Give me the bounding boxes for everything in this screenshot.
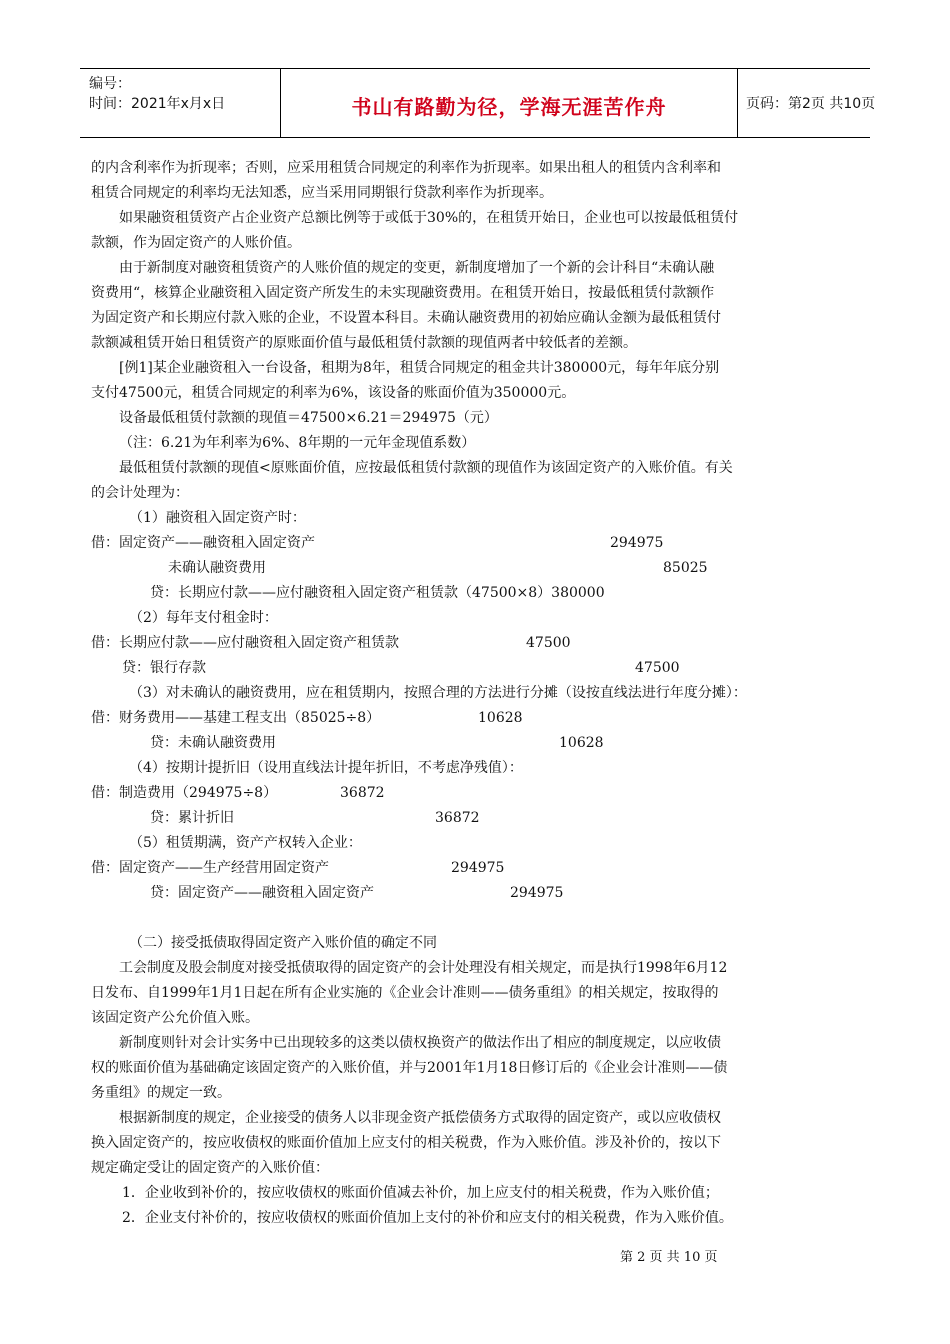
paragraph-line: 如果融资租赁资产占企业资产总额比例等于或低于30%的，在租赁开始日，企业也可以按最低租赁付: [119, 210, 739, 226]
paragraph-line: 的会计处理为：: [91, 485, 189, 501]
example-line: 支付47500元，租赁合同规定的利率为6%，该设备的账面价值为350000元。: [91, 385, 576, 401]
entry-amount: 294975: [451, 860, 505, 876]
entry-account: 借：固定资产——生产经营用固定资产: [91, 860, 329, 876]
paragraph-line: 权的账面价值为基础确定该固定资产的入账价值，并与2001年1月18日修订后的《企业会计准则——债: [91, 1060, 728, 1076]
header-motto: 书山有路勤为径，学海无涯苦作舟: [351, 95, 667, 119]
paragraph-line: 换入固定资产的，按应收债权的账面价值加上应支付的相关税费，作为入账价值。涉及补价的，按以下: [91, 1135, 721, 1151]
paragraph-line: 的内含利率作为折现率；否则，应采用租赁合同规定的利率作为折现率。如果出租人的租赁内含利率和: [91, 160, 721, 176]
paragraph-line: 资费用“，核算企业融资租入固定资产所发生的未实现融资费用。在租赁开始日，按最低租赁付款额作: [91, 285, 715, 301]
paragraph-line: 由于新制度对融资租赁资产的人账价值的规定的变更，新制度增加了一个新的会计科目“未确认融: [119, 260, 715, 276]
journal-entry-debit: [91, 631, 871, 656]
entry-amount: 10628: [478, 710, 523, 726]
paragraph-line: 新制度则针对会计实务中已出现较多的这类以债权换资产的做法作出了相应的制度规定，以应收债: [119, 1035, 721, 1051]
paragraph-line: 最低租赁付款额的现值<原账面价值，应按最低租赁付款额的现值作为该固定资产的入账价值。有关: [119, 460, 733, 476]
journal-entry-credit: [150, 881, 850, 906]
note-line: （注：6.21为年利率为6%、8年期的一元年金现值系数）: [119, 435, 476, 451]
journal-entry-debit: [91, 856, 871, 881]
journal-entry-debit: [91, 706, 871, 731]
doc-number-label: 编号：: [89, 76, 131, 92]
entry-amount: 36872: [340, 785, 385, 801]
page-header: [80, 68, 876, 138]
entry-account: 贷：银行存款: [122, 660, 206, 676]
paragraph-line: 工会制度及股会制度对接受抵债取得的固定资产的会计处理没有相关规定，而是执行1998年6月12: [119, 960, 728, 976]
paragraph-line: 租赁合同规定的利率均无法知悉，应当采用同期银行贷款利率作为折现率。: [91, 185, 553, 201]
entry-account: 贷：累计折旧: [150, 810, 234, 826]
entry-title: （1）融资租入固定资产时：: [129, 510, 306, 526]
entry-account: 借：财务费用——基建工程支出（85025÷8）: [91, 710, 381, 726]
entry-title: （5）租赁期满，资产产权转入企业：: [129, 835, 362, 851]
list-item: 2．企业支付补价的，按应收债权的账面价值加上支付的补价和应支付的相关税费，作为入账价值。: [122, 1210, 733, 1226]
paragraph-line: 该固定资产公允价值入账。: [91, 1010, 259, 1026]
paragraph-line: 为固定资产和长期应付款入账的企业，不设置本科目。未确认融资费用的初始应确认金额为最低租赁付: [91, 310, 721, 326]
journal-entry-debit: [91, 781, 871, 806]
journal-entry-credit: [122, 656, 822, 681]
entry-account: 贷：固定资产——融资租入固定资产: [150, 885, 374, 901]
entry-amount: 85025: [663, 560, 708, 576]
entry-amount: 47500: [635, 660, 680, 676]
paragraph-line: 根据新制度的规定，企业接受的债务人以非现金资产抵偿债务方式取得的固定资产，或以应收债权: [119, 1110, 721, 1126]
paragraph-line: 日发布、自1999年1月1日起在所有企业实施的《企业会计准则——债务重组》的相关规定，按取得的: [91, 985, 719, 1001]
journal-entry-credit: 贷：长期应付款——应付融资租入固定资产租赁款（47500×8）380000: [150, 585, 605, 601]
journal-entry-credit: [150, 806, 850, 831]
entry-account: 借：制造费用（294975÷8）: [91, 785, 278, 801]
header-page-info: 页码：第2页 共10页: [746, 96, 876, 112]
page-footer: 第 2 页 共 10 页: [620, 1250, 718, 1265]
header-motto-cell: [280, 69, 738, 137]
list-item: 1．企业收到补价的，按应收债权的账面价值减去补价，加上应支付的相关税费，作为入账价值；: [122, 1185, 719, 1201]
journal-entry-debit: [91, 531, 871, 556]
entry-amount: 10628: [559, 735, 604, 751]
entry-title: （3）对未确认的融资费用，应在租赁期内，按照合理的方法进行分摊（设按直线法进行年度分摊）：: [129, 685, 747, 701]
example-line: [例1]某企业融资租入一台设备，租期为8年，租赁合同规定的租金共计380000元，每年年底分别: [119, 360, 720, 376]
journal-entry-debit: [168, 556, 868, 581]
journal-entry-credit: [150, 731, 850, 756]
paragraph-line: 务重组》的规定一致。: [91, 1085, 231, 1101]
entry-amount: 47500: [526, 635, 571, 651]
header-meta: [80, 69, 280, 137]
calculation-line: 设备最低租赁付款额的现值＝47500×6.21＝294975（元）: [119, 410, 498, 426]
entry-account: 未确认融资费用: [168, 560, 266, 576]
entry-title: （2）每年支付租金时：: [129, 610, 278, 626]
doc-date: 时间：2021年x月x日: [89, 96, 226, 112]
section-heading: （二）接受抵债取得固定资产入账价值的确定不同: [129, 935, 437, 951]
entry-account: 借：固定资产——融资租入固定资产: [91, 535, 315, 551]
entry-amount: 294975: [610, 535, 664, 551]
entry-amount: 36872: [435, 810, 480, 826]
paragraph-line: 款额，作为固定资产的人账价值。: [91, 235, 301, 251]
entry-account: 借：长期应付款——应付融资租入固定资产租赁款: [91, 635, 399, 651]
entry-account: 贷：未确认融资费用: [150, 735, 276, 751]
paragraph-line: 款额减租赁开始日租赁资产的原账面价值与最低租赁付款额的现值两者中较低者的差额。: [91, 335, 637, 351]
entry-title: （4）按期计提折旧（设用直线法计提年折旧，不考虑净残值）：: [129, 760, 523, 776]
paragraph-line: 规定确定受让的固定资产的入账价值：: [91, 1160, 329, 1176]
entry-amount: 294975: [510, 885, 564, 901]
